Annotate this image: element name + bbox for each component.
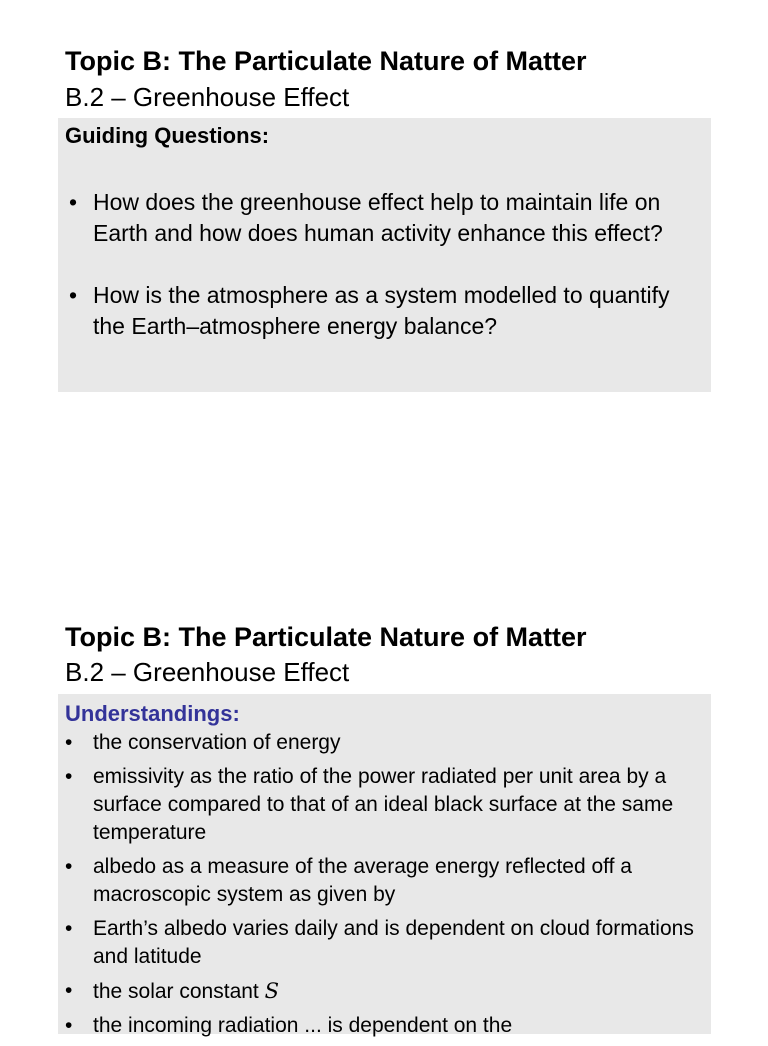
understanding-text: the incoming radiation ... is dependent on the <box>93 1014 513 1037</box>
list-item <box>65 853 697 909</box>
bullet-icon: • <box>65 979 73 1002</box>
bullet-icon: • <box>69 189 78 215</box>
list-item <box>65 763 697 847</box>
list-item <box>65 280 697 342</box>
list-item <box>65 729 697 757</box>
bullet-icon: • <box>65 765 73 788</box>
understanding-text: emissivity as the ratio of the power radiated per unit area by a surface compared to that of an ideal black surface at the same temperature <box>93 765 674 844</box>
topic-title: Topic B: The Particulate Nature of Matter <box>65 46 587 76</box>
understanding-text: Earth’s albedo varies daily and is dependent on cloud formations and latitude <box>93 917 694 968</box>
list-item <box>65 1012 697 1040</box>
subtopic-title: B.2 – Greenhouse Effect <box>65 82 350 112</box>
bullet-icon: • <box>65 855 73 878</box>
list-item <box>65 977 697 1006</box>
question-text: How is the atmosphere as a system modelled to quantify the Earth–atmosphere energy balance? <box>93 282 670 339</box>
bullet-icon: • <box>65 731 73 754</box>
solar-constant-symbol: S <box>264 979 279 1003</box>
subtopic-title: B.2 – Greenhouse Effect <box>65 657 350 687</box>
guiding-questions-panel <box>58 118 711 392</box>
understandings-list <box>65 729 697 1046</box>
understandings-heading: Understandings: <box>65 701 240 726</box>
guiding-questions-list <box>65 187 697 373</box>
bullet-icon: • <box>65 1014 73 1037</box>
slide-understandings <box>0 578 768 1037</box>
understandings-panel <box>58 694 711 1037</box>
understanding-text: the conservation of energy <box>93 731 341 754</box>
list-item <box>65 187 697 249</box>
bullet-icon: • <box>69 282 78 308</box>
list-item <box>65 915 697 971</box>
topic-title: Topic B: The Particulate Nature of Matter <box>65 622 587 652</box>
bullet-icon: • <box>65 917 73 940</box>
understanding-text: the solar constant <box>93 980 265 1003</box>
guiding-questions-heading: Guiding Questions: <box>65 123 270 148</box>
understanding-text: albedo as a measure of the average energy reflected off a macroscopic system as given by <box>93 855 632 906</box>
question-text: How does the greenhouse effect help to maintain life on Earth and how does human activity enhance this effect? <box>93 189 663 246</box>
